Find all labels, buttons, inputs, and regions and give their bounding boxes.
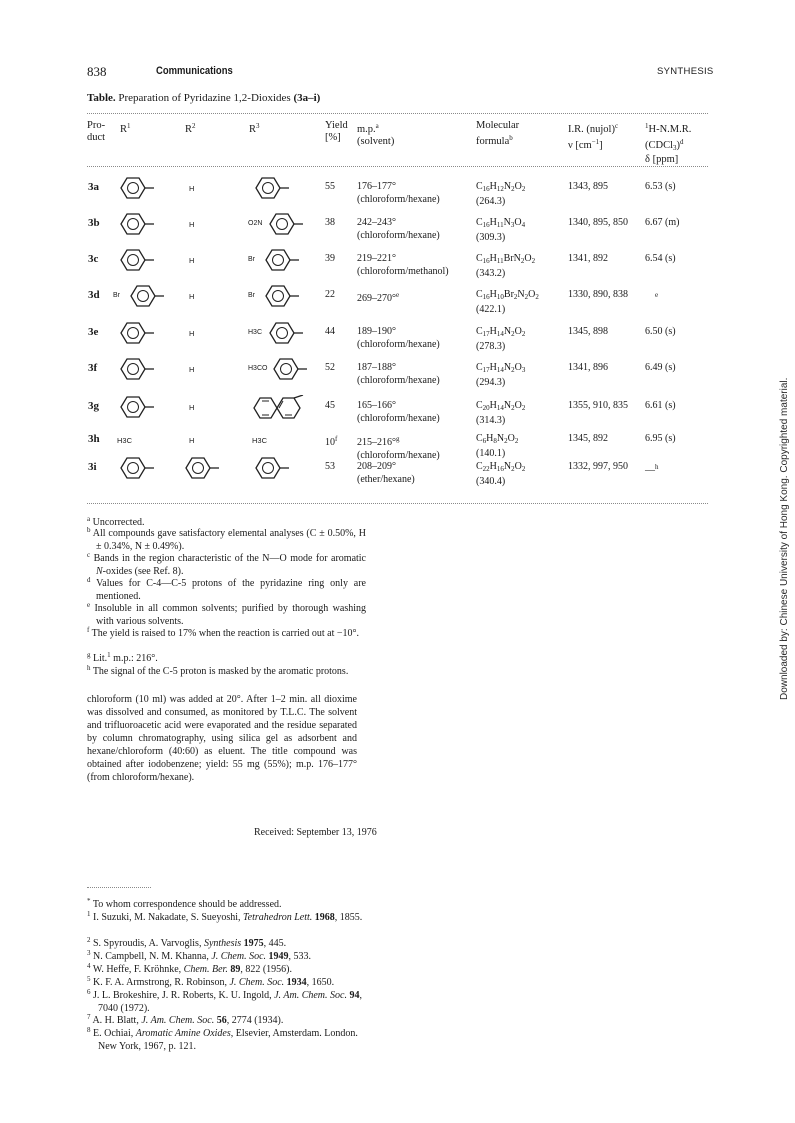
melting-point: 176–177° (chloroform/hexane) bbox=[357, 181, 440, 205]
header-r2: $R^2$ bbox=[185, 122, 196, 135]
melting-point: 215–216°$^g$ (chloroform/hexane) bbox=[357, 435, 440, 461]
ir-bands: 1332, 997, 950 bbox=[568, 461, 628, 472]
nmr-shift: 6.49 (s) bbox=[645, 362, 676, 373]
ir-bands: 1343, 895 bbox=[568, 181, 608, 192]
r2-substituent: H bbox=[189, 365, 195, 374]
reference-item: * To whom correspondence should be addressed. bbox=[87, 897, 282, 910]
product-id: 3g bbox=[88, 400, 99, 412]
melting-point: 189–190° (chloroform/hexane) bbox=[357, 326, 440, 350]
r1-phenyl-icon bbox=[117, 395, 155, 424]
r3-4-methoxyphenyl-icon bbox=[270, 357, 308, 386]
molecular-formula: $C_{17}H_{14}N_2O_3$ (294.3) bbox=[476, 362, 526, 388]
molecular-formula: $C_{16}H_{11}BrN_2O_2$ (343.2) bbox=[476, 253, 536, 279]
nmr-shift: 6.53 (s) bbox=[645, 181, 676, 192]
r3-4-methylphenyl-icon bbox=[266, 321, 304, 350]
body-paragraph: chloroform (10 ml) was added at 20°. After 1–2 min. all dioxime was dissolved and consumed, as monitored by T.L.C. The solvent and trifluoroacetic acid were evaporated and the residue separated by column chromatography, using silica gel as adsorbent and hexane/chloroform (40:60) as eluent. The title compound was obtained after iodobenzene; yield: 55 mg (55%); m.p. 176–177° (from chloroform/hexane). bbox=[87, 694, 357, 783]
r1-phenyl-icon bbox=[117, 248, 155, 277]
nmr-shift: —$^h$ bbox=[645, 463, 659, 476]
table-top-rule bbox=[87, 113, 708, 114]
r2-substituent: H bbox=[189, 220, 195, 229]
r1-phenyl-icon bbox=[117, 321, 155, 350]
footnote: $^f$ The yield is raised to 17% when the reaction is carried out at −10°. bbox=[87, 626, 359, 639]
product-id: 3f bbox=[88, 362, 98, 374]
molecular-formula: $C_{16}H_{11}N_3O_4$ (309.3) bbox=[476, 217, 526, 243]
molecular-formula: $C_6H_8N_2O_2$ (140.1) bbox=[476, 433, 519, 459]
r1-phenyl-icon bbox=[117, 212, 155, 241]
footnote: $^c$ Bands in the region characteristic of the N—O mode for aromatic N-oxides (see Ref. 8). bbox=[87, 551, 366, 577]
nmr-shift: 6.54 (s) bbox=[645, 253, 676, 264]
header-mp: m.p.$^a$ (solvent) bbox=[357, 122, 395, 147]
header-product: Pro- duct bbox=[87, 120, 106, 143]
header-ir: I.R. (nujol)$^c$ ν $[cm^{-1}]$ bbox=[568, 122, 619, 151]
yield-value: 22 bbox=[325, 289, 335, 300]
reference-item: $^8$ E. Ochiai, Aromatic Amine Oxides, Elsevier, Amsterdam. London. New York, 1967, p. 121. bbox=[87, 1026, 358, 1052]
r1-substituent-prefix: Br bbox=[113, 292, 120, 299]
r1-substituent: H3C bbox=[117, 436, 133, 445]
journal-name: SYNTHESIS bbox=[657, 66, 714, 77]
received-date: Received: September 13, 1976 bbox=[254, 827, 377, 838]
r2-substituent: H bbox=[189, 403, 195, 412]
molecular-formula: $C_{22}H_{16}N_2O_2$ (340.4) bbox=[476, 461, 526, 487]
yield-value: 53 bbox=[325, 461, 335, 472]
r3-phenyl-icon bbox=[252, 456, 290, 485]
r3-substituent-prefix: O2N bbox=[248, 220, 263, 227]
header-r3: $R^3$ bbox=[249, 122, 260, 135]
ir-bands: 1330, 890, 838 bbox=[568, 289, 628, 300]
r2-substituent: H bbox=[189, 329, 195, 338]
product-id: 3b bbox=[88, 217, 100, 229]
r2-substituent: H bbox=[189, 436, 195, 445]
header-yield: Yield [%] bbox=[325, 120, 348, 143]
header-r1: $R^1$ bbox=[120, 122, 131, 135]
ir-bands: 1345, 898 bbox=[568, 326, 608, 337]
product-id: 3h bbox=[88, 433, 100, 445]
reference-item: $^1$ I. Suzuki, M. Nakadate, S. Sueyoshi, Tetrahedron Lett. 1968, 1855. bbox=[87, 910, 363, 923]
r2-substituent: H bbox=[189, 256, 195, 265]
r1-phenyl-icon bbox=[117, 456, 155, 485]
yield-value: 55 bbox=[325, 181, 335, 192]
r3-4-nitrophenyl-icon bbox=[266, 212, 304, 241]
product-id: 3e bbox=[88, 326, 99, 338]
table-header-rule bbox=[87, 166, 708, 167]
ir-bands: 1355, 910, 835 bbox=[568, 400, 628, 411]
r3-4-bromophenyl-icon bbox=[262, 284, 300, 313]
r1-phenyl-icon bbox=[117, 176, 155, 205]
header-nmr: $^1$H-N.M.R. (CDCl$_3$)$^d$ δ [ppm] bbox=[645, 122, 692, 165]
nmr-shift: 6.67 (m) bbox=[645, 217, 680, 228]
r3-4-bromophenyl-icon bbox=[262, 248, 300, 277]
product-id: 3i bbox=[88, 461, 97, 473]
footnote: $^b$ All compounds gave satisfactory elemental analyses (C ± 0.50%, H ± 0.34%, N ± 0.49%). bbox=[87, 526, 366, 552]
ir-bands: 1340, 895, 850 bbox=[568, 217, 628, 228]
r3-substituent-prefix: H3C bbox=[248, 329, 263, 336]
reference-item: $^5$ K. F. A. Armstrong, R. Robinson, J. Chem. Soc. 1934, 1650. bbox=[87, 975, 335, 988]
caption-label: Table. bbox=[87, 92, 116, 104]
r1-phenyl-icon bbox=[117, 357, 155, 386]
footnote: $^g$ Lit.$^1$ m.p.: 216°. bbox=[87, 651, 158, 664]
yield-value: 44 bbox=[325, 326, 335, 337]
table-caption bbox=[87, 92, 320, 104]
yield-value: 52 bbox=[325, 362, 335, 373]
header-formula: Molecular formula$^b$ bbox=[476, 120, 520, 147]
melting-point: 269–270°$^e$ bbox=[357, 291, 400, 304]
molecular-formula: $C_{20}H_{14}N_2O_2$ (314.3) bbox=[476, 400, 526, 426]
r3-substituent: H3C bbox=[252, 436, 268, 445]
footnote: $^h$ The signal of the C-5 proton is masked by the aromatic protons. bbox=[87, 664, 349, 677]
reference-item: $^6$ J. L. Brokeshire, J. R. Roberts, K. U. Ingold, J. Am. Chem. Soc. 94, 7040 (1972). bbox=[87, 988, 362, 1014]
table-bottom-rule bbox=[87, 503, 708, 504]
r3-substituent-prefix: Br bbox=[248, 256, 255, 263]
nmr-shift: 6.50 (s) bbox=[645, 326, 676, 337]
melting-point: 165–166° (chloroform/hexane) bbox=[357, 400, 440, 424]
references-divider bbox=[87, 887, 151, 888]
reference-item: $^4$ W. Heffe, F. Kröhnke, Chem. Ber. 89, 822 (1956). bbox=[87, 962, 293, 975]
product-id: 3d bbox=[88, 289, 100, 301]
r3-2-naphthyl-icon bbox=[252, 395, 304, 426]
r1-4-bromophenyl-icon bbox=[127, 284, 165, 313]
r3-substituent-prefix: Br bbox=[248, 292, 255, 299]
nmr-shift: e bbox=[655, 291, 659, 299]
melting-point: 187–188° (chloroform/hexane) bbox=[357, 362, 440, 386]
ir-bands: 1341, 892 bbox=[568, 253, 608, 264]
ir-bands: 1341, 896 bbox=[568, 362, 608, 373]
reference-item: $^3$ N. Campbell, N. M. Khanna, J. Chem. Soc. 1949, 533. bbox=[87, 949, 312, 962]
r2-substituent: H bbox=[189, 184, 195, 193]
r3-substituent-prefix: H3CO bbox=[248, 365, 268, 372]
melting-point: 219–221° (chloroform/methanol) bbox=[357, 253, 449, 277]
molecular-formula: $C_{17}H_{14}N_2O_2$ (278.3) bbox=[476, 326, 526, 352]
melting-point: 208–209° (ether/hexane) bbox=[357, 461, 415, 485]
page-number: 838 bbox=[87, 64, 107, 79]
reference-item: $^7$ A. H. Blatt, J. Am. Chem. Soc. 56, 2774 (1934). bbox=[87, 1013, 284, 1026]
molecular-formula: $C_{16}H_{10}Br_2N_2O_2$ (422.1) bbox=[476, 289, 539, 315]
yield-value: 39 bbox=[325, 253, 335, 264]
reference-item: $^2$ S. Spyroudis, A. Varvoglis, Synthesis 1975, 445. bbox=[87, 936, 287, 949]
ir-bands: 1345, 892 bbox=[568, 433, 608, 444]
nmr-shift: 6.95 (s) bbox=[645, 433, 676, 444]
r3-phenyl-icon bbox=[252, 176, 290, 205]
yield-value: 38 bbox=[325, 217, 335, 228]
footnote: $^a$ Uncorrected. bbox=[87, 515, 145, 528]
footnote: $^e$ Insoluble in all common solvents; purified by thorough washing with various solvents. bbox=[87, 601, 366, 627]
r2-substituent: H bbox=[189, 292, 195, 301]
product-id: 3a bbox=[88, 181, 99, 193]
molecular-formula: $C_{16}H_{12}N_2O_2$ (264.3) bbox=[476, 181, 526, 207]
yield-value: 10$^f$ bbox=[325, 435, 338, 448]
yield-value: 45 bbox=[325, 400, 335, 411]
melting-point: 242–243° (chloroform/hexane) bbox=[357, 217, 440, 241]
footnote: $^d$ Values for C-4—C-5 protons of the pyridazine ring only are mentioned. bbox=[87, 576, 366, 602]
product-id: 3c bbox=[88, 253, 99, 265]
caption-text: Preparation of Pyridazine 1,2-Dioxides bbox=[118, 92, 291, 104]
section-title: Communications bbox=[156, 65, 233, 77]
nmr-shift: 6.61 (s) bbox=[645, 400, 676, 411]
r2-phenyl-icon bbox=[182, 456, 220, 485]
download-watermark: Downloaded by: Chinese University of Hong Kong. Copyrighted material. bbox=[779, 377, 790, 700]
caption-compounds: (3a–i) bbox=[293, 92, 321, 104]
